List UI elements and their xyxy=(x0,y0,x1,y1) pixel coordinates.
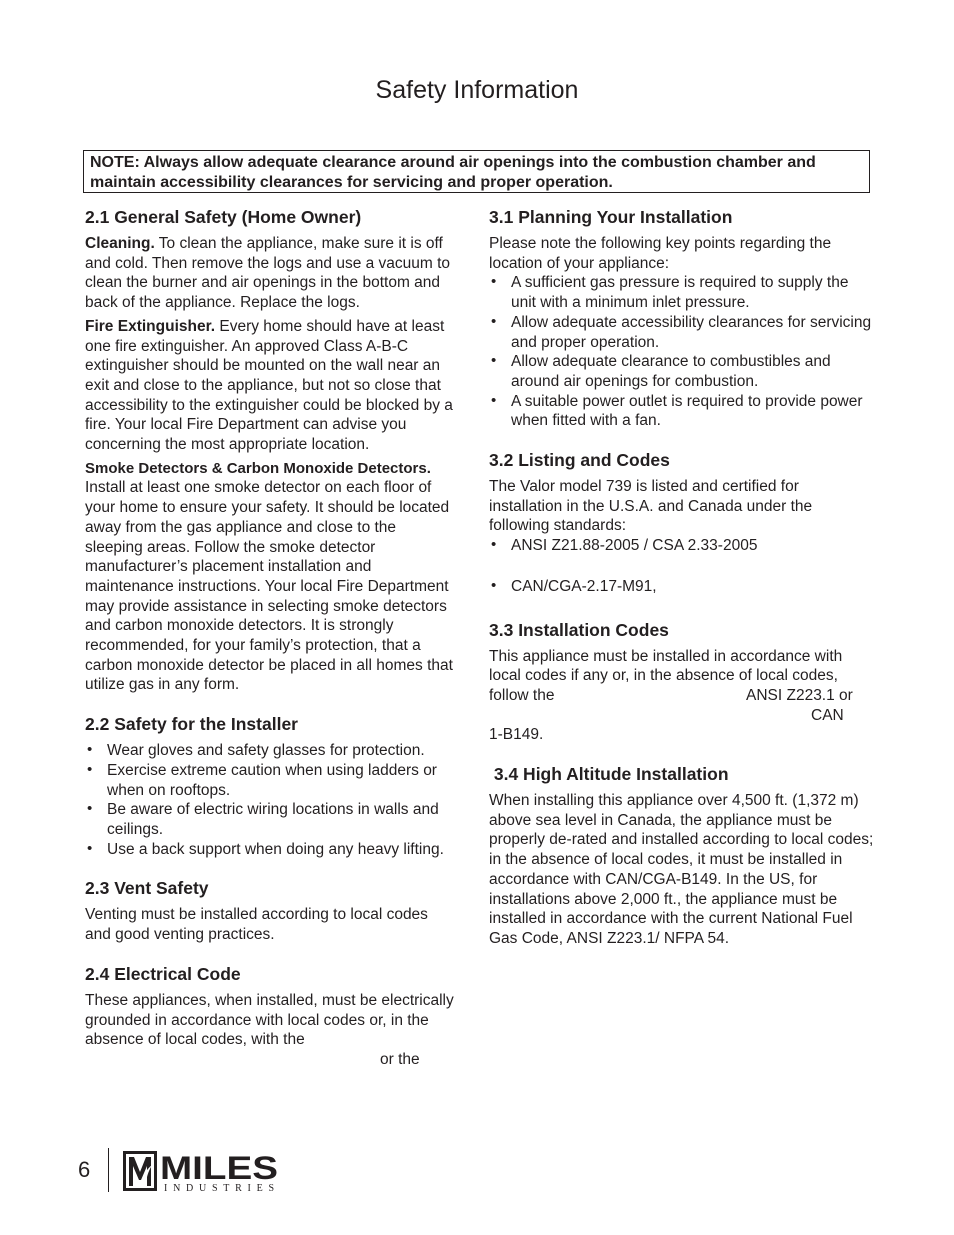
vent-safety-text: Venting must be installed according to local codes and good venting practices. xyxy=(85,906,428,944)
cleaning-lead: Cleaning. xyxy=(85,235,155,252)
electrical-code-tail: or the xyxy=(380,1050,420,1068)
section-3-1-heading: 3.1 Planning Your Installation xyxy=(489,207,733,227)
footer-divider xyxy=(108,1148,109,1192)
section-3-4-heading: 3.4 High Altitude Installation xyxy=(489,764,729,785)
section-2-1-heading: 2.1 General Safety (Home Owner) xyxy=(85,207,362,227)
electrical-code-text: These appliances, when installed, must be electrically grounded in accordance with local codes or, in the absence of local codes, with the xyxy=(85,991,454,1049)
installation-codes-line1: This appliance must be installed in accordance with local codes if any or, in the absence of local codes, xyxy=(489,647,843,685)
installation-codes-can: CAN xyxy=(811,706,844,724)
installation-codes-follow: follow the xyxy=(489,686,555,704)
standards-list xyxy=(489,536,874,596)
list-item: • Use a back support when doing any heavy lifting. xyxy=(85,840,455,860)
list-item: • Wear gloves and safety glasses for protection. xyxy=(85,741,455,761)
section-2-4-heading: 2.4 Electrical Code xyxy=(85,963,241,984)
installation-codes-line5: 1-B149. xyxy=(489,726,544,744)
cleaning-text: To clean the appliance, make sure it is off and cold. Then remove the logs and use a vacuum to clean the burner and air openings in the bottom and back of the appliance. Replace the logs. xyxy=(85,235,451,312)
smoke-text: Install at least one smoke detector on each floor of your home to ensure your safety. It should be located away from the gas appliance and close to the sleeping areas. Follow the smoke detector manufacturer’s placement installation and maintenance instructions. Your local Fire Department may provide assistance in selecting smoke detectors and carbon monoxide detectors. It is strongly recommended, for your family’s protection, that a carbon monoxide detector be placed in all homes that utilize gas in any form. xyxy=(85,479,453,694)
section-2-3-heading: 2.3 Vent Safety xyxy=(85,878,209,899)
list-item: • Exercise extreme caution when using ladders or when on rooftops. xyxy=(85,761,455,800)
high-altitude-text: When installing this appliance over 4,500 ft. (1,372 m) above sea level in Canada, the appliance must be properly de-rated and installed according to local codes; in the absence of local codes, it must be installed in accordance with CAN/CGA-B149. In the US, for installations above 2,000 ft., the appliance must be installed in accordance with the current National Fuel Gas Code, ANSI Z223.1/ NFPA 54. xyxy=(489,792,874,947)
planning-list xyxy=(489,273,874,431)
list-item: • ANSI Z21.88-2005 / CSA 2.33-2005 xyxy=(489,536,874,556)
fire-text: Every home should have at least one fire extinguisher. An approved Class A-B-C extinguisher should be mounted on the wall near an exit and close to the appliance, but not so close that accessibility to the extinguisher could be blocked by a fire. Your local Fire Department can advise you concerning the most appropriate location. xyxy=(85,317,453,454)
installer-safety-list xyxy=(85,741,455,859)
list-item: • CAN/CGA-2.17-M91, xyxy=(489,577,874,597)
list-item: • Allow adequate clearance to combustibles and around air openings for combustion. xyxy=(489,352,874,391)
logo-sub: INDUSTRIES xyxy=(164,1183,274,1194)
left-column xyxy=(85,206,455,1070)
section-3-3-heading: 3.3 Installation Codes xyxy=(489,619,669,640)
section-3-2-heading: 3.2 Listing and Codes xyxy=(489,450,670,471)
listing-intro: The Valor model 739 is listed and certified for installation in the U.S.A. and Canada under the following standards: xyxy=(489,478,813,535)
installation-codes-ansi: ANSI Z223.1 or xyxy=(746,686,853,704)
smoke-detector-paragraph xyxy=(85,459,455,695)
cleaning-paragraph xyxy=(85,234,455,313)
clearance-note: NOTE: Always allow adequate clearance around air openings into the combustion chamber and maintain accessibility clearances for servicing and proper operation. xyxy=(83,150,870,193)
list-item: • Be aware of electric wiring locations in walls and ceilings. xyxy=(85,800,455,839)
logo-brand: MILES xyxy=(160,1150,278,1186)
fire-extinguisher-paragraph xyxy=(85,317,455,455)
planning-intro: Please note the following key points regarding the location of your appliance: xyxy=(489,235,832,272)
right-column xyxy=(489,206,874,953)
list-item: • A suitable power outlet is required to provide power when fitted with a fan. xyxy=(489,392,874,431)
page-number: 6 xyxy=(78,1157,91,1182)
list-item: • A sufficient gas pressure is required to supply the unit with a minimum inlet pressure. xyxy=(489,273,874,312)
miles-industries-logo xyxy=(122,1148,282,1194)
smoke-lead: Smoke Detectors & Carbon Monoxide Detectors. xyxy=(85,459,431,477)
installation-codes-line4 xyxy=(489,706,874,726)
section-2-2-heading: 2.2 Safety for the Installer xyxy=(85,714,298,735)
fire-lead: Fire Extinguisher. xyxy=(85,317,216,335)
page-title: Safety Information xyxy=(375,76,579,104)
list-item: • Allow adequate accessibility clearances for servicing and proper operation. xyxy=(489,313,874,352)
installation-codes-line3 xyxy=(489,686,874,706)
